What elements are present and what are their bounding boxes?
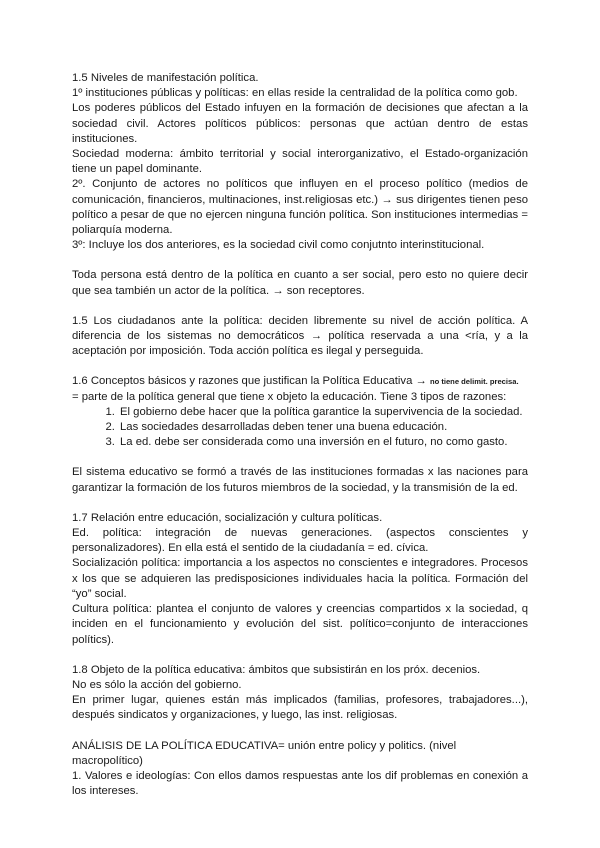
heading-text: 1.6 Conceptos básicos y razones que justifican la Política Educativa [72,375,413,388]
page-content [72,71,528,799]
list-item: 2. Las sociedades desarrolladas deben tener una buena educación. [118,420,528,435]
paragraph: 1º instituciones públicas y políticas: en ellas reside la centralidad de la política como gob. [72,87,518,100]
paragraph: Los poderes públicos del Estado infuyen en la formación de decisiones que afectan a la sociedad civil. Actores políticos públicos: personas que actúan dentro de estas instituciones. [72,102,528,145]
arrow-glyph: → [415,375,427,388]
section-heading-analisis: ANÁLISIS DE LA POLÍTICA EDUCATIVA= unión entre policy y politics. (nivel macropolítico) [72,739,457,767]
paragraph: En primer lugar, quienes están más implicados (familias, profesores, trabajadores...), después sindicatos y organizaciones, y luego, las inst. religiosas. [72,694,528,722]
section-heading-1-6-conceptos [72,374,528,389]
paragraph: 3º: Incluye los dos anteriores, es la sociedad civil como conjutnto interinstitucional. [72,239,485,252]
paragraph: Sociedad moderna: ámbito territorial y social interorganizativo, el Estado-organización tiene un papel dominante. [72,148,528,176]
paragraph: 1.5 Los ciudadanos ante la política: deciden libremente su nivel de acción política. A diferencia de los sistemas no democráticos → política reservada a una <ría, y a la aceptación por imposición. Toda acción política es ilegal y perseguida. [72,314,528,358]
section-heading-1-7-relacion: 1.7 Relación entre educación, socialización y cultura políticas. [72,511,383,524]
list-item: 1. El gobierno debe hacer que la política garantice la supervivencia de la sociedad. [118,405,528,420]
paragraph: Ed. política: integración de nuevas generaciones. (aspectos conscientes y personalizadores). En ella está el sentido de la ciudadanía = ed. cívica. [72,527,528,555]
heading-note: no tiene delimit. precisa. [429,377,519,387]
paragraph: El sistema educativo se formó a través de las instituciones formadas x las naciones para garantizar la formación de los futuros miembros de la sociedad, y la transmisión de la ed. [72,466,528,494]
paragraph: Socialización política: importancia a los aspectos no conscientes e integradores. Procesos x los que se adquieren las predisposiciones individuales hacia la política. Formación del “yo” social. [72,557,528,600]
paragraph: 1. Valores e ideologías: Con ellos damos respuestas ante los dif problemas en conexión a los intereses. [72,769,528,798]
paragraph: = parte de la política general que tiene x objeto la educación. Tiene 3 tipos de razones: [72,390,507,403]
paragraph: No es sólo la acción del gobierno. [72,678,242,691]
paragraph: Cultura política: plantea el conjunto de valores y creencias compartidos x la sociedad, q inciden en el funcionamiento y evolución del sist. político=conjunto de interacciones polítics). [72,603,528,646]
section-heading-1-5-niveles: 1.5 Niveles de manifestación política. [72,72,259,84]
list-item: 3. La ed. debe ser considerada como una inversión en el futuro, no como gasto. [118,435,528,450]
paragraph: Toda persona está dentro de la política en cuanto a ser social, pero esto no quiere decir que sea también un actor de la política. → son receptores. [72,269,528,297]
section-heading-1-8-objeto: 1.8 Objeto de la política educativa: ámbitos que subsistirán en los próx. decenios. [72,663,481,676]
paragraph: 2º. Conjunto de actores no políticos que influyen en el proceso político (medios de comunicación, financieros, multinaciones, inst.religiosas etc.) → sus dirigentes tienen peso político a pesar de que no ejercen ninguna función política. Son instituciones intermedias = poliarquía moderna. [72,178,528,237]
reasons-list [72,405,528,451]
